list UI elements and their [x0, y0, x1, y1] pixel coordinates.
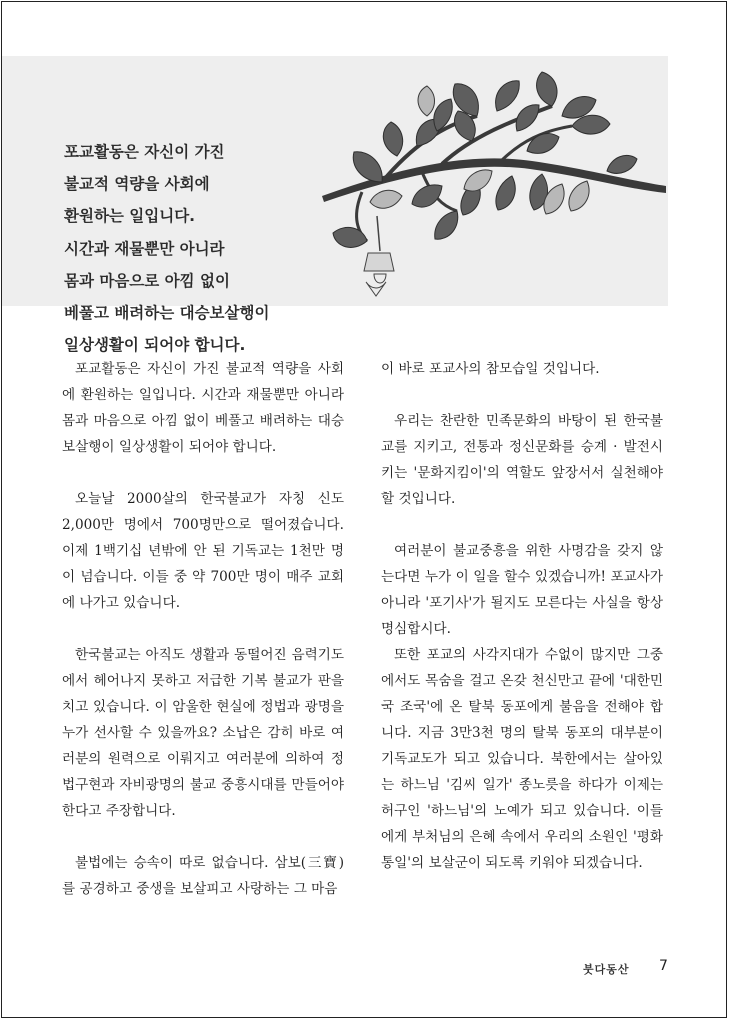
page-number: 7: [659, 958, 668, 974]
footer-brand: 붓다동산: [583, 963, 630, 976]
paragraph: 우리는 찬란한 민족문화의 바탕이 된 한국불교를 지키고, 전통과 정신문화를 승계 · 발전시키는 '문화지킴이'의 역할도 앞장서서 실천해야 할 것입니다.: [381, 413, 663, 507]
paragraph: 포교활동은 자신이 가진 불교적 역량을 사회에 환원하는 일입니다. 시간과 재물뿐만 아니라 몸과 마음으로 아낌 없이 베풀고 배려하는 대승보살행이 일상생활이 되어야 합니다.: [62, 361, 344, 455]
intro-line: 시간과 재물뿐만 아니라: [64, 239, 225, 258]
paragraph: 오늘날 2000살의 한국불교가 자칭 신도 2,000만 명에서 700명만으로 떨어졌습니다. 이제 1백기십 년밖에 안 된 기독교는 1천만 명이 넘습니다. 이들 중 약 700만 명이 매주 교회에 나가고 있습니다.: [62, 491, 344, 611]
intro-line: 불교적 역량을 사회에: [64, 175, 210, 194]
intro-line: 베풀고 배려하는 대승보살행이: [64, 304, 270, 323]
body-column-right: [381, 356, 663, 876]
bodhi-branch-illustration: [262, 56, 668, 306]
hero-banner: [2, 56, 668, 355]
paragraph: 한국불교는 아직도 생활과 동떨어진 음력기도에서 헤어나지 못하고 저급한 기복 불교가 판을 치고 있습니다. 이 암울한 현실에 정법과 광명을 누가 선사할 수 있을까요? 소납은 감히 바로 여러분의 원력으로 이뤄지고 여러분에 의하여 정법구현과 자비광명의 불교 중흥시대를 만들어야 한다고 주장합니다.: [62, 647, 344, 819]
body-column-left: [62, 356, 344, 902]
paragraph: 또한 포교의 사각지대가 수없이 많지만 그중에서도 목숨을 걸고 온갖 천신만고 끝에 '대한민국 조국'에 온 탈북 동포에게 불음을 전해야 합니다. 지금 3만3천 명의 탈북 동포의 대부분이 기독교도가 되고 있습니다. 북한에서는 살아있는 하느님 '김씨 일가' 종노릇을 하다가 이제는 허구인 '하느님'의 노예가 되고 있습니다. 이들에게 부처님의 은혜 속에서 우리의 소원인 '평화통일'의 보살군이 되도록 키워야 되겠습니다.: [381, 647, 663, 871]
intro-quote: [64, 136, 269, 361]
intro-line: 포교활동은 자신이 가진: [64, 143, 225, 161]
paragraph-continued: 이 바로 포교사의 참모습일 것입니다.: [381, 361, 600, 377]
intro-line: 몸과 마음으로 아낌 없이: [64, 271, 230, 290]
intro-line: 환원하는 일입니다.: [64, 207, 196, 226]
paragraph: 여러분이 불교중흥을 위한 사명감을 갖지 않는다면 누가 이 일을 할수 있겠습니까! 포교사가 아니라 '포기사'가 될지도 모른다는 사실을 항상 명심합시다.: [381, 543, 663, 637]
paragraph: 불법에는 승속이 따로 없습니다. 삼보(三寶)를 공경하고 중생을 보살피고 사랑하는 그 마음: [62, 855, 344, 897]
intro-line: 일상생활이 되어야 합니다.: [64, 336, 246, 355]
